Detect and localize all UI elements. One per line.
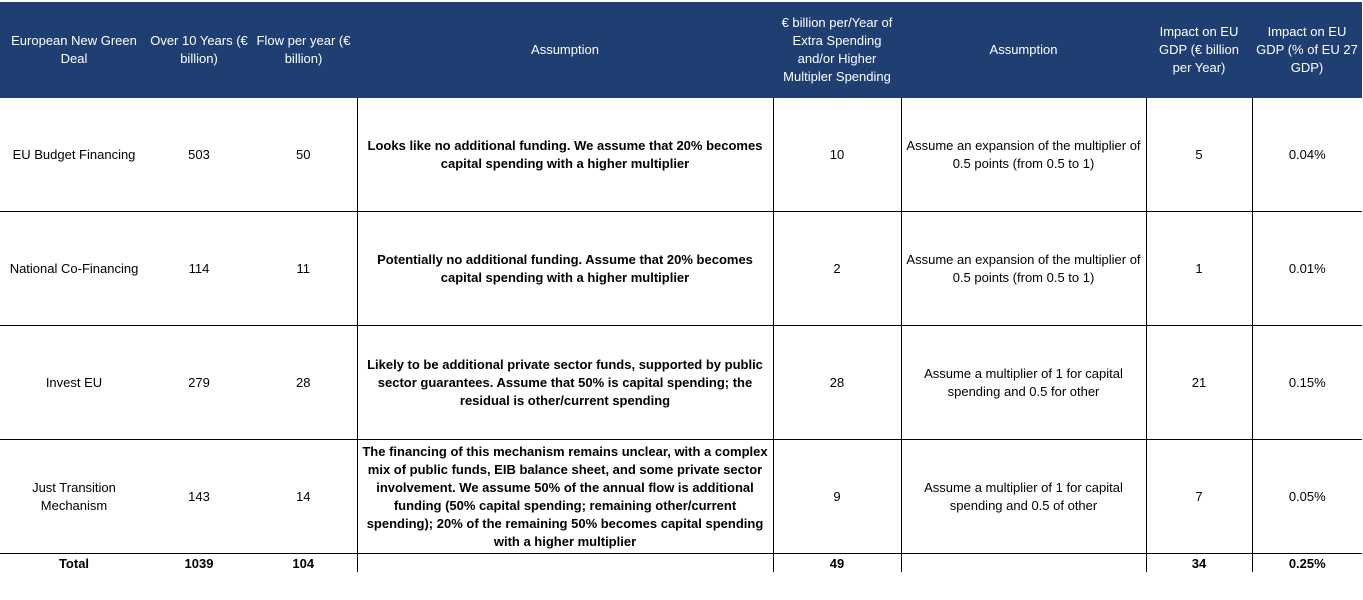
row-name: Just Transition Mechanism [0, 440, 148, 554]
row-assumption: Potentially no additional funding. Assume that 20% becomes capital spending with a higher multiplier [357, 212, 773, 326]
row-impact-pct: 0.15% [1252, 326, 1362, 440]
row-flow: 50 [250, 98, 357, 212]
col-header-deal: European New Green Deal [0, 2, 148, 98]
total-flow: 104 [292, 556, 315, 571]
row-impact-pct: 0.05% [1252, 440, 1362, 554]
row-over10: 114 [148, 212, 250, 326]
col-header-flow: Flow per year (€ billion) [250, 2, 357, 98]
row-extra-spending: 2 [773, 212, 901, 326]
total-assumption-2-empty [901, 554, 1146, 573]
total-impact-bn: 34 [1146, 554, 1252, 573]
col-header-impact-bn: Impact on EU GDP (€ billion per Year) [1146, 2, 1252, 98]
row-assumption: Looks like no additional funding. We assume that 20% becomes capital spending with a higher multiplier [357, 98, 773, 212]
row-over10: 279 [148, 326, 250, 440]
row-assumption: The financing of this mechanism remains unclear, with a complex mix of public funds, EIB balance sheet, and some private sector involvement. We assume 50% of the annual flow is additional funding (50% capital spending; remaining other/current spending); 20% of the remaining 50% becomes capital spending with a higher multiplier [357, 440, 773, 554]
col-header-assumption-2: Assumption [901, 2, 1146, 98]
row-assumption: Likely to be additional private sector funds, supported by public sector guarantees. Assume that 50% is capital spending; the residual is other/current spending [357, 326, 773, 440]
row-impact-bn: 1 [1146, 212, 1252, 326]
col-header-assumption: Assumption [357, 2, 773, 98]
row-assumption-2: Assume a multiplier of 1 for capital spending and 0.5 for other [901, 326, 1146, 440]
row-over10: 143 [148, 440, 250, 554]
col-header-extra-spending: € billion per/Year of Extra Spending and/or Higher Multipler Spending [773, 2, 901, 98]
total-impact-pct: 0.25% [1288, 556, 1326, 571]
row-assumption-2: Assume a multiplier of 1 for capital spending and 0.5 of other [901, 440, 1146, 554]
table-row [0, 440, 1362, 554]
row-impact-pct: 0.04% [1252, 98, 1362, 212]
table-row [0, 326, 1362, 440]
green-deal-table [0, 2, 1362, 572]
row-assumption-2: Assume an expansion of the multiplier of 0.5 points (from 0.5 to 1) [901, 98, 1146, 212]
table-row [0, 98, 1362, 212]
row-flow: 14 [250, 440, 357, 554]
total-row [0, 554, 1362, 573]
row-impact-bn: 5 [1146, 98, 1252, 212]
total-over10: 1039 [184, 556, 214, 571]
row-impact-bn: 7 [1146, 440, 1252, 554]
row-name: EU Budget Financing [0, 98, 148, 212]
row-over10: 503 [148, 98, 250, 212]
total-extra-spending: 49 [773, 554, 901, 573]
row-impact-pct: 0.01% [1252, 212, 1362, 326]
total-assumption-empty [357, 554, 773, 573]
row-flow: 28 [250, 326, 357, 440]
total-label: Total [58, 556, 90, 571]
col-header-over10: Over 10 Years (€ billion) [148, 2, 250, 98]
row-flow: 11 [250, 212, 357, 326]
row-extra-spending: 10 [773, 98, 901, 212]
header-row [0, 2, 1362, 98]
row-extra-spending: 9 [773, 440, 901, 554]
col-header-impact-pct: Impact on EU GDP (% of EU 27 GDP) [1252, 2, 1362, 98]
row-impact-bn: 21 [1146, 326, 1252, 440]
table-row [0, 212, 1362, 326]
row-extra-spending: 28 [773, 326, 901, 440]
row-name: National Co-Financing [0, 212, 148, 326]
row-name: Invest EU [0, 326, 148, 440]
row-assumption-2: Assume an expansion of the multiplier of 0.5 points (from 0.5 to 1) [901, 212, 1146, 326]
